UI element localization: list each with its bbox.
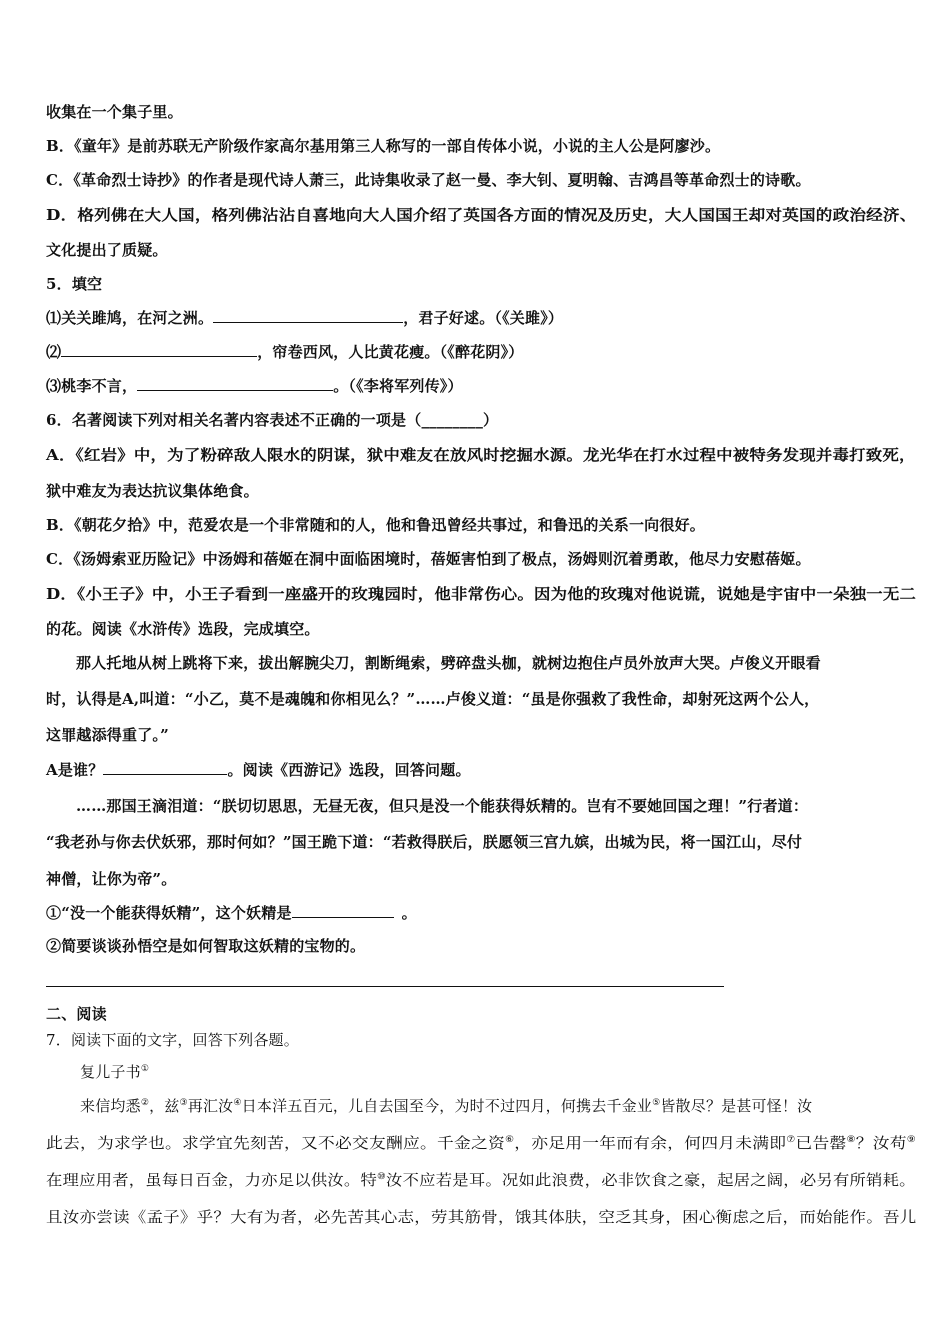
answer-line[interactable] (46, 986, 724, 987)
shuihu-excerpt-line2: 时，认得是A,叫道：“小乙，莫不是魂魄和你相见么？”……卢俊义道：“虽是你强救了我性命，却射死这两个公人， (46, 690, 820, 708)
footnote-marker: ④ (233, 1098, 242, 1108)
q5-line2 (46, 342, 916, 362)
q5-line1 (46, 308, 916, 328)
footnote-marker: ⑤ (652, 1098, 661, 1108)
letter-title-note: ① (140, 1064, 150, 1074)
letter-text-segment: 汝不应若是耳。况如此浪费，必非饮食之豪，起居之阔，必另有所销耗。 (386, 1171, 916, 1189)
xiyou-excerpt-line2: “我老孙与你去伏妖邪，那时何如？”国王跪下道：“若救得朕后，朕愿领三宫九嫔，出城为民，将一国江山，尽付 (46, 833, 803, 851)
q4-option-b: B．《童年》是前苏联无产阶级作家高尔基用第三人称写的一部自传体小说，小说的主人公是阿廖沙。 (46, 137, 721, 155)
shuihu-excerpt-line3: 这罪越添得重了。” (46, 726, 169, 744)
footnote-marker: ⑧ (846, 1135, 856, 1145)
letter-line4 (46, 1207, 916, 1227)
q6-option-c: C．《汤姆索亚历险记》中汤姆和蓓姬在洞中面临困境时，蓓姬害怕到了极点，汤姆则沉着勇敢，他尽力安慰蓓姬。 (46, 550, 811, 568)
q5-blank-1[interactable] (213, 308, 403, 323)
letter-text-segment: ？汝苟 (855, 1134, 907, 1152)
section-heading: 二、阅读 (46, 1005, 107, 1023)
footnote-marker: ⑨ (906, 1135, 916, 1145)
q4-option-c: C．《革命烈士诗抄》的作者是现代诗人萧三，此诗集收录了赵一曼、李大钊、夏明翰、吉鸿昌等革命烈士的诗歌。 (46, 171, 811, 189)
xiyou-question-1 (46, 903, 916, 923)
shuihu-question (46, 760, 916, 780)
q5-line2-start: ⑵ (46, 343, 62, 361)
letter-text-segment: 此去，为求学也。求学宜先刻苦，又不必交友酬应。千金之资 (46, 1134, 505, 1152)
q5-title: 5．填空 (46, 275, 103, 293)
xiyou-excerpt-line3: 神僧，让你为帝”。 (46, 870, 177, 888)
q4-option-d-line2: 文化提出了质疑。 (46, 241, 168, 259)
q4-continuation: 收集在一个集子里。 (46, 103, 183, 121)
letter-line3 (46, 1170, 916, 1190)
letter-text-segment: 已告罄 (795, 1134, 847, 1152)
q5-blank-2[interactable] (61, 342, 257, 357)
q5-line3-end: 。（《李将军列传》） (333, 377, 463, 395)
letter-text-segment: 且汝亦尝读《孟子》乎？大有为者，必先苦其心志，劳其筋骨，饿其体肤，空乏其身，困心衡虑之后，而始能作。吾儿 (46, 1208, 917, 1226)
q5-line1-end: ，君子好逑。（《关雎》） (403, 309, 564, 327)
letter-text-segment: 来信均悉 (80, 1097, 141, 1115)
letter-line2 (46, 1133, 916, 1153)
q5-line3 (46, 376, 916, 396)
letter-text-segment: 再汇汝 (187, 1097, 234, 1115)
footnote-marker: ⑥ (504, 1135, 515, 1145)
shuihu-question-end: 。阅读《西游记》选段，回答问题。 (227, 761, 471, 779)
xiyou-answer-blank[interactable] (292, 903, 394, 918)
q7-title: 7．阅读下面的文字，回答下列各题。 (46, 1031, 299, 1049)
q6-option-b: B．《朝花夕拾》中，范爱农是一个非常随和的人，他和鲁迅曾经共事过，和鲁迅的关系一向很好。 (46, 516, 705, 534)
letter-text-segment: 皆散尽？是甚可怪！汝 (660, 1097, 813, 1115)
q6-option-a-line2: 狱中难友为表达抗议集体绝食。 (46, 482, 259, 500)
q5-line2-end: ，帘卷西风，人比黄花瘦。（《醉花阴》） (257, 343, 524, 361)
letter-title (80, 1062, 916, 1082)
shuihu-question-start: A是谁？ (46, 761, 104, 779)
xiyou-question-2: ②简要谈谈孙悟空是如何智取这妖精的宝物的。 (46, 937, 366, 955)
q5-blank-3[interactable] (137, 376, 333, 391)
letter-text-segment: 在理应用者，虽每日百金，力亦足以供汝。特 (46, 1171, 378, 1189)
footnote-marker: ③ (179, 1098, 188, 1108)
q4-option-d-line1: D．格列佛在大人国，格列佛沾沾自喜地向大人国介绍了英国各方面的情况及历史，大人国国王却对英国的政治经济、 (46, 206, 917, 224)
xiyou-excerpt-line1: ……那国王滴泪道：“朕切切思思，无昼无夜，但只是没一个能获得妖精的。岂有不要她回国之理！”行者道： (76, 797, 809, 815)
shuihu-excerpt-line1: 那人托地从树上跳将下来，拔出解腕尖刀，割断绳索，劈碎盘头枷，就树边抱住卢员外放声大哭。卢俊义开眼看 (76, 654, 821, 672)
letter-text-segment: ，亦足用一年而有余，何四月未满即 (514, 1134, 787, 1152)
letter-line1 (80, 1096, 916, 1116)
footnote-marker: ② (140, 1098, 150, 1108)
q6-title: 6．名著阅读下列对相关名著内容表述不正确的一项是（________） (46, 411, 499, 429)
q6-option-d-line2: 的花。阅读《水浒传》选段，完成填空。 (46, 620, 320, 638)
q5-line1-start: ⑴关关雎鸠，在河之洲。 (46, 309, 214, 327)
footnote-marker: ⑩ (377, 1172, 387, 1182)
shuihu-answer-blank[interactable] (103, 760, 227, 775)
letter-title-text: 复儿子书 (80, 1063, 141, 1081)
q5-line3-start: ⑶桃李不言， (46, 377, 138, 395)
q6-option-d-line1: D．《小王子》中，小王子看到一座盛开的玫瑰园时，他非常伤心。因为他的玫瑰对他说谎，说她是宇宙中一朵独一无二 (46, 585, 917, 603)
xiyou-question-1-start: ①“没一个能获得妖精”，这个妖精是 (46, 904, 292, 922)
xiyou-question-1-end: 。 (401, 904, 417, 922)
letter-text-segment: 日本洋五百元，儿自去国至今，为时不过四月，何携去千金业 (241, 1097, 653, 1115)
footnote-marker: ⑦ (786, 1135, 796, 1145)
q6-option-a-line1: A．《红岩》中，为了粉碎敌人限水的阴谋，狱中难友在放风时挖掘水源。龙光华在打水过程中被特务发现并毒打致死， (46, 446, 916, 464)
letter-text-segment: ，兹 (149, 1097, 180, 1115)
